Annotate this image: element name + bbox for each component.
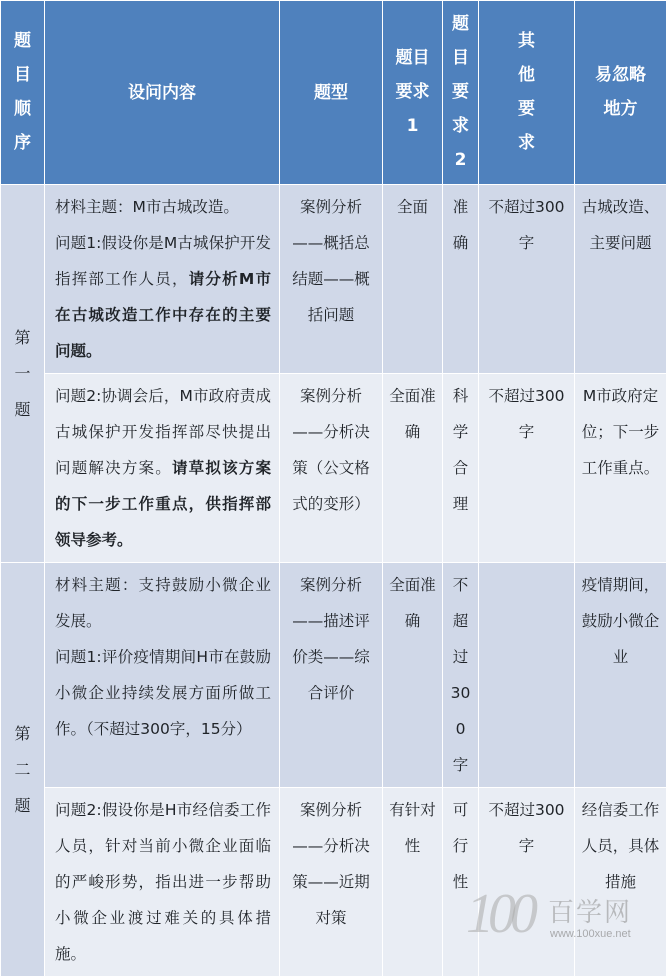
other-cell: 不超过300字 [479,185,575,374]
question-bold: 请草拟该方案的下一步工作重点，供指挥部领导参考。 [55,459,271,549]
question-bold: 请分析M市在古城改造工作中存在的主要问题。 [55,270,271,360]
req2-cell: 可行性 [443,788,479,977]
miss-cell: 疫情期间，鼓励小微企业 [575,563,666,788]
header-order: 题目顺序 [1,1,45,185]
watermark-text: 百学网 [548,892,632,929]
other-cell: 不超过300字 [479,788,575,977]
group-label-1: 第一题 [1,185,45,563]
header-row [1,1,666,185]
req2-cell: 准确 [443,185,479,374]
table-row [1,374,666,563]
miss-cell: 经信委工作人员，具体措施 [575,788,666,977]
other-cell: 不超过300字 [479,374,575,563]
header-question: 设问内容 [45,1,280,185]
req1-cell: 全面 [383,185,443,374]
type-cell: 案例分析——分析决策（公文格式的变形） [280,374,383,563]
type-cell: 案例分析——分析决策——近期对策 [280,788,383,977]
req1-cell: 有针对性 [383,788,443,977]
watermark-url: www.100xue.net [550,928,631,940]
req1-cell: 全面准确 [383,563,443,788]
miss-cell: M市政府定位；下一步工作重点。 [575,374,666,563]
question-cell: 材料主题：M市古城改造。 问题1:假设你是M古城保护开发指挥部工作人员，请分析M市在古城改造工作中存在的主要问题。 [45,185,280,374]
table-row [1,788,666,977]
type-cell: 案例分析——描述评价类——综合评价 [280,563,383,788]
req2-cell: 科学合理 [443,374,479,563]
table-row [1,185,666,374]
header-type: 题型 [280,1,383,185]
req1-cell: 全面准确 [383,374,443,563]
header-other: 其他要求 [479,1,575,185]
other-cell [479,563,575,788]
header-miss: 易忽略地方 [575,1,666,185]
question-cell: 问题2:协调会后，M市政府责成古城保护开发指挥部尽快提出问题解决方案。请草拟该方案的下一步工作重点，供指挥部领导参考。 [45,374,280,563]
question-cell: 问题2:假设你是H市经信委工作人员，针对当前小微企业面临的严峻形势，指出进一步帮助小微企业渡过难关的具体措施。 [45,788,280,977]
table-row [1,563,666,788]
question-cell: 材料主题：支持鼓励小微企业发展。 问题1:评价疫情期间H市在鼓励小微企业持续发展方面所做工作。（不超过300字，15分） [45,563,280,788]
req2-cell: 不超过300字 [443,563,479,788]
miss-cell: 古城改造、主要问题 [575,185,666,374]
header-req2: 题目要求2 [443,1,479,185]
watermark-number: 100 [466,882,532,946]
header-req1: 题目要求1 [383,1,443,185]
type-cell: 案例分析——概括总结题——概括问题 [280,185,383,374]
group-label-2: 第二题 [1,563,45,977]
